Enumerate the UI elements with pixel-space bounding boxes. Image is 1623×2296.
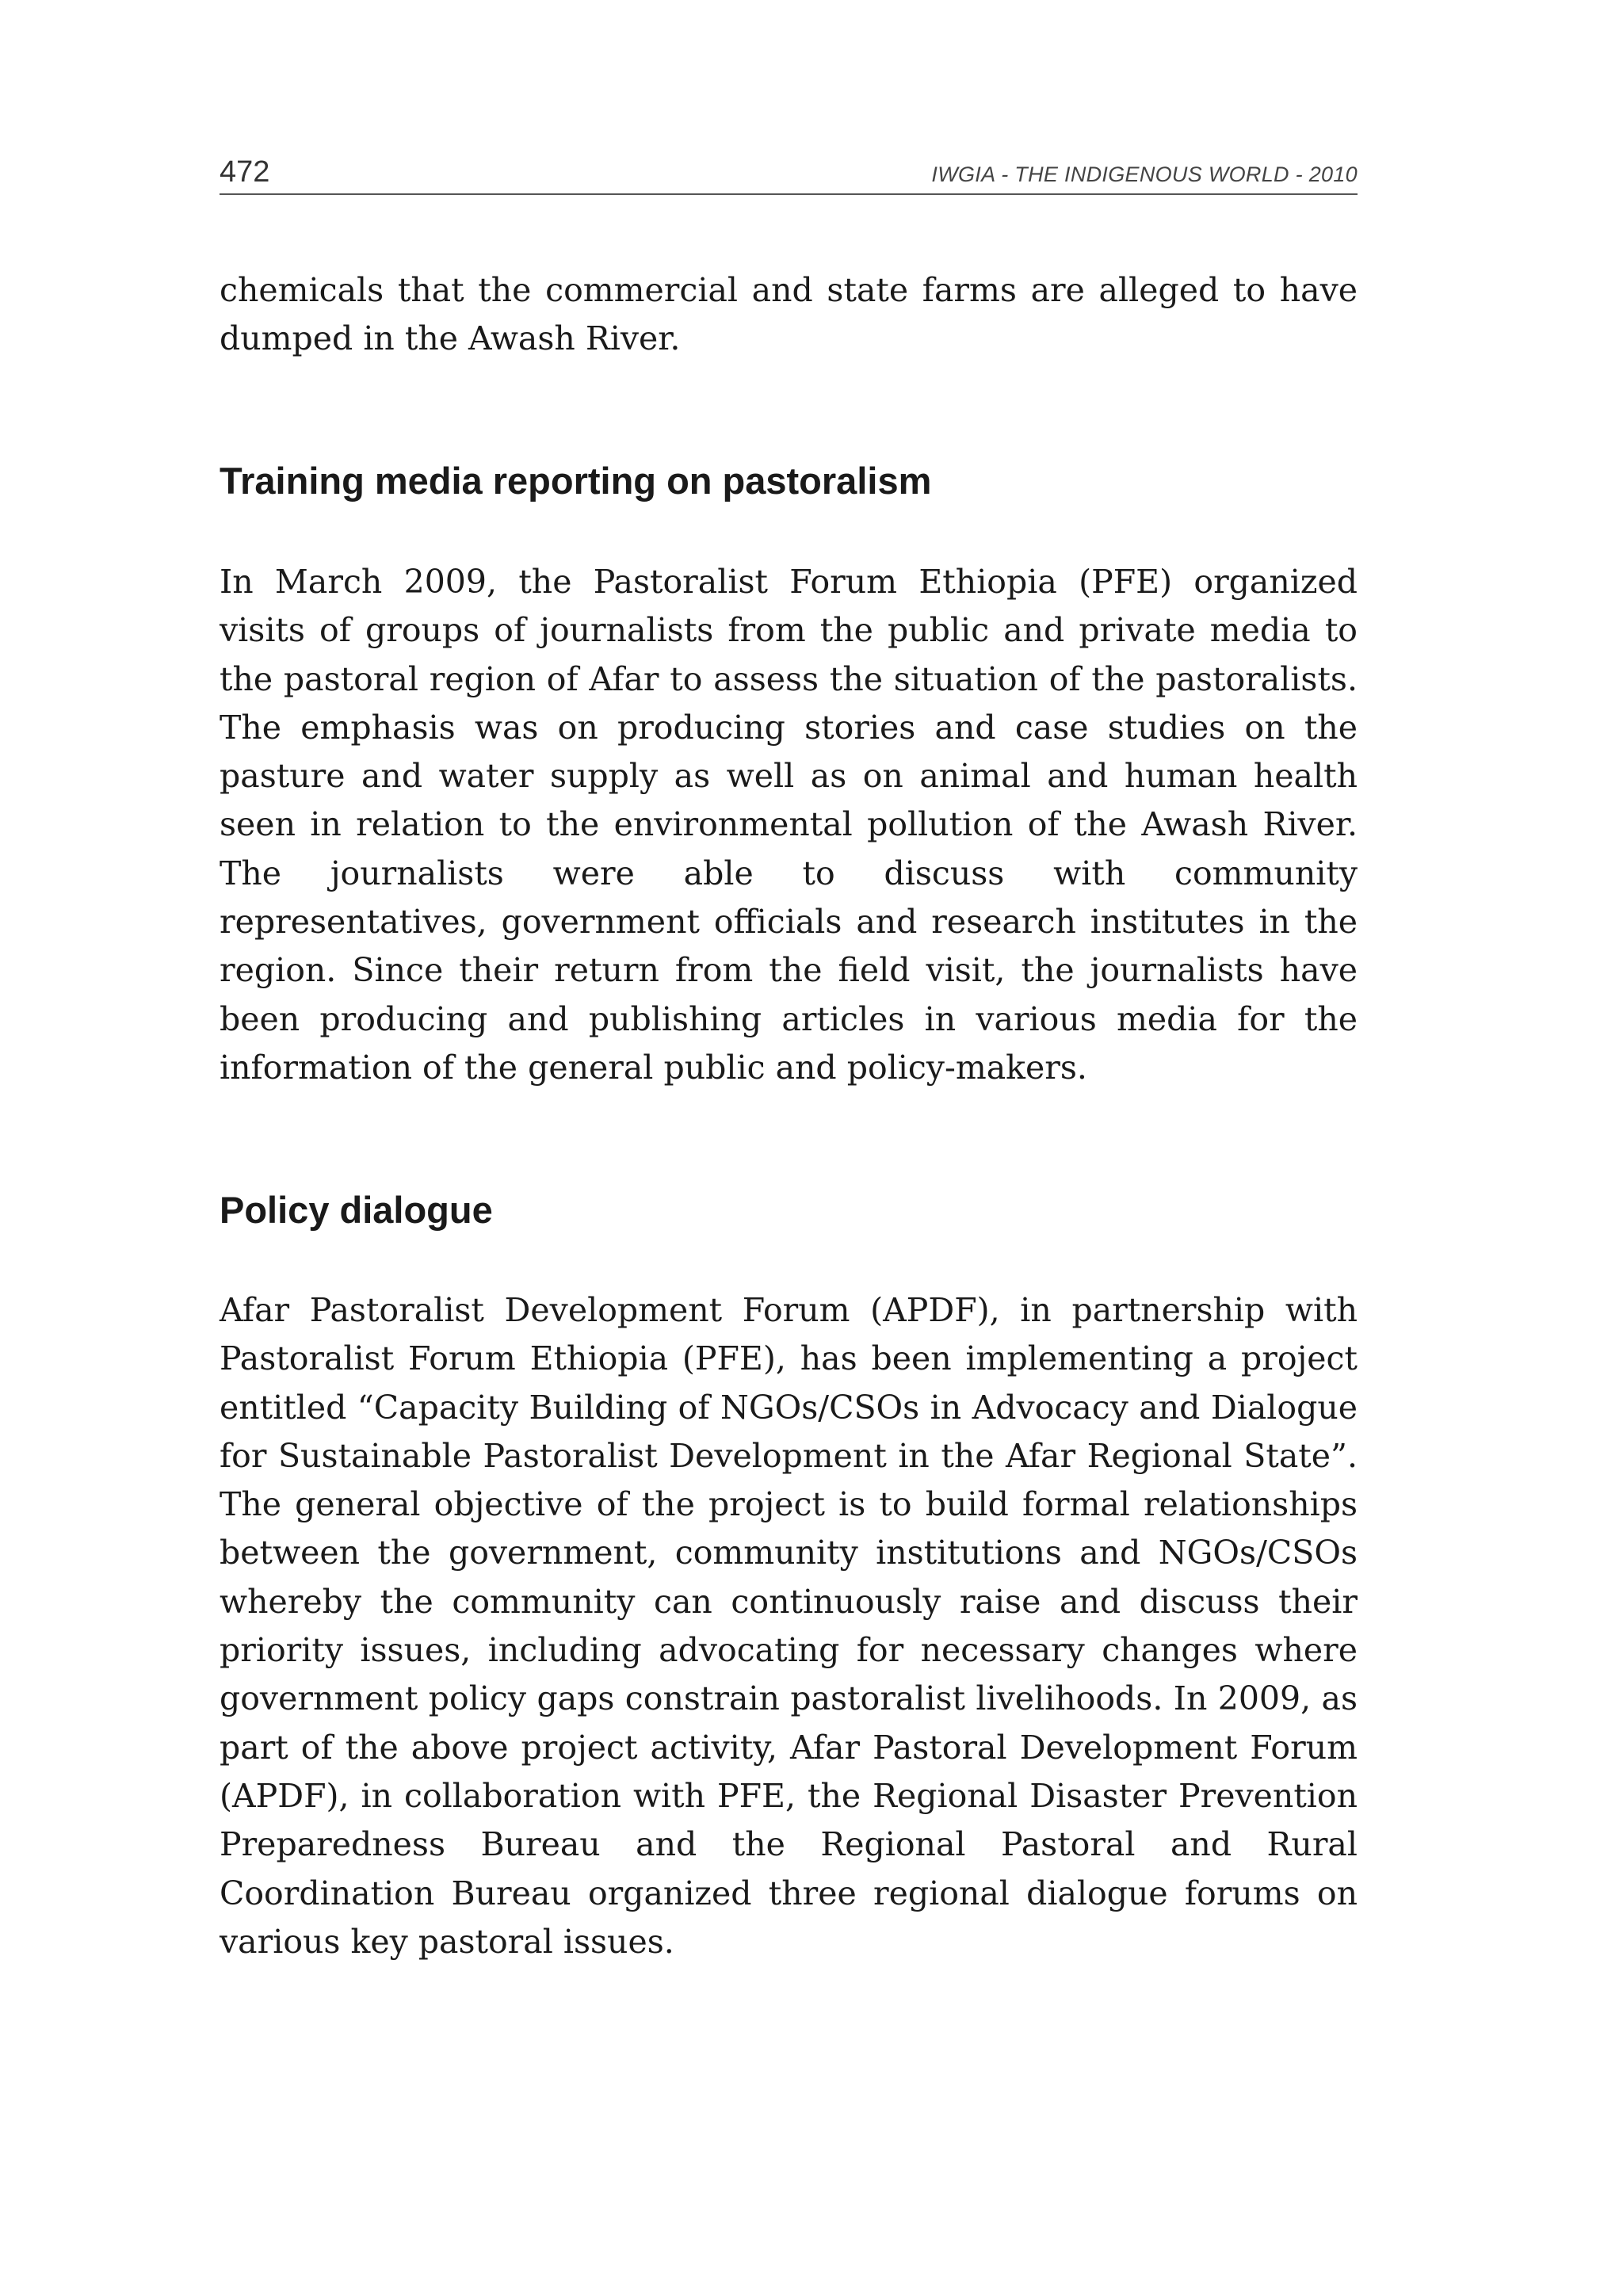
page-header [220,152,1358,195]
section-heading-policy: Policy dialogue [220,1189,493,1231]
intro-paragraph: chemicals that the commercial and state farms are alleged to have dumped in the Awash River. [220,271,1358,358]
paragraph-training: In March 2009, the Pastoralist Forum Ethiopia (PFE) organized visits of groups of journalists from the public and private media to the pastoral region of Afar to assess the situation of the pastoralists. The emphasis was on producing stories and case studies on the pasture and water supply as well as on animal and human health seen in relation to the environmental pollution of the Awash River. The journalists were able to discuss with community representatives, government officials and research institutes in the region. Since their return from the field visit, the journalists have been producing and publishing articles in various media for the information of the general public and policy-makers. [220,563,1358,1087]
section-heading-training: Training media reporting on pastoralism [220,460,932,502]
paragraph-policy: Afar Pastoralist Development Forum (APDF), in partnership with Pastoralist Forum Ethiopia (PFE), has been implementing a project entitled “Capacity Building of NGOs/CSOs in Advocacy and Dialogue for Sustainable Pastoralist Development in the Afar Regional State”. The general objective of the project is to build formal relationships between the government, community institutions and NGOs/CSOs whereby the community can continuously raise and discuss their priority issues, including advocating for necessary changes where government policy gaps constrain pastoralist livelihoods. In 2009, as part of the above project activity, Afar Pastoral Development Forum (APDF), in collaboration with PFE, the Regional Disaster Prevention Preparedness Bureau and the Regional Pastoral and Rural Coordination Bureau organized three regional dialogue forums on various key pastoral issues. [220,1291,1358,1961]
running-title: IWGIA - THE INDIGENOUS WORLD - 2010 [931,162,1358,186]
page-number: 472 [220,155,270,189]
